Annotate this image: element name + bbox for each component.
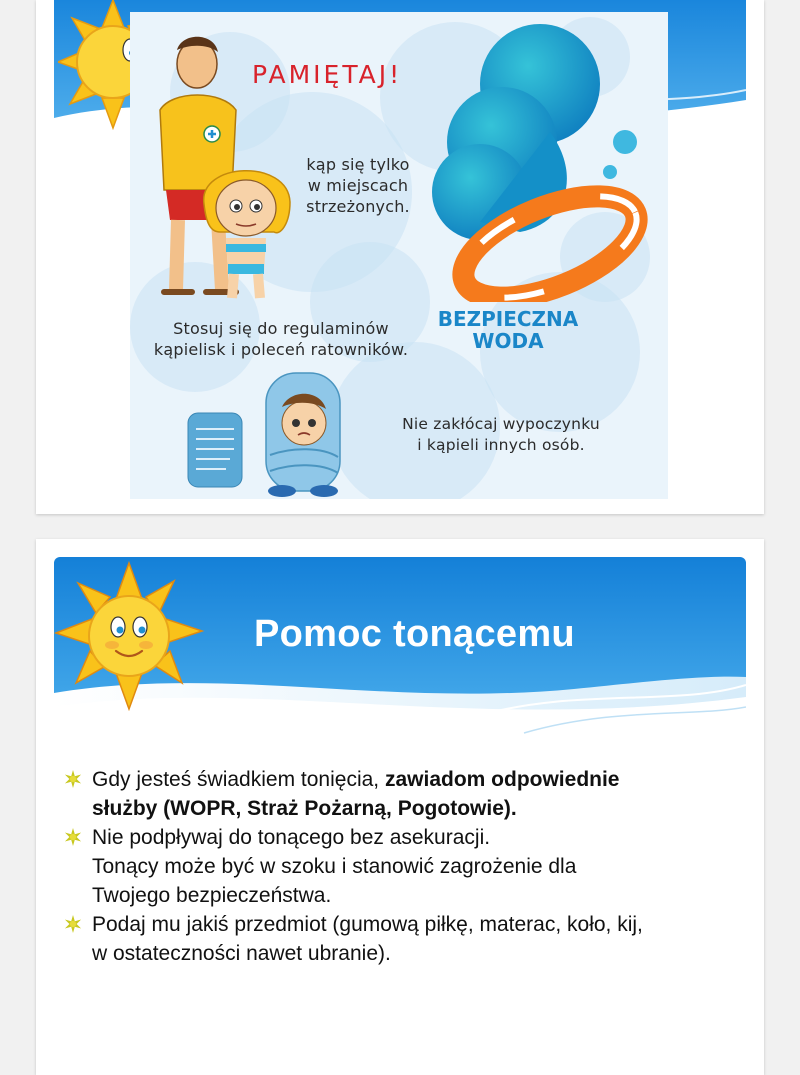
bullet-star-icon: [64, 915, 82, 933]
boy-with-rules-scroll-icon: [182, 367, 372, 499]
safety-poster: [130, 12, 668, 499]
slide-2-title: Pomoc tonącemu: [254, 613, 575, 655]
slide-1: [36, 0, 764, 514]
tip-follow-rules: Stosuj się do regulaminów kąpielisk i poleceń ratowników.: [153, 319, 409, 359]
girl-icon: [192, 152, 302, 302]
smiling-sun-icon: [54, 561, 204, 711]
water-splash-icon: [420, 22, 660, 302]
bullet-star-icon: [64, 770, 82, 788]
bezpieczna-woda-logo: BEZPIECZNA WODA: [437, 307, 579, 353]
list-item: Gdy jesteś świadkiem tonięcia, zawiadom odpowiednie służby (WOPR, Straż Pożarną, Pogotowie).: [64, 765, 754, 823]
list-item: Nie podpływaj do tonącego bez asekuracji. Tonący może być w szoku i stanowić zagrożenie dla Twojego bezpieczeństwa.: [64, 823, 754, 910]
poster-title: PAMIĘTAJ!: [252, 60, 403, 89]
slide-2-header: [54, 557, 746, 743]
tip-guarded-places: kąp się tylko w miejscach strzeżonych.: [306, 155, 410, 216]
bullet-list: [64, 765, 754, 968]
tip-do-not-disturb: Nie zakłócaj wypoczynku i kąpieli innych osób.: [402, 415, 600, 454]
bullet-star-icon: [64, 828, 82, 846]
list-item: Podaj mu jakiś przedmiot (gumową piłkę, materac, koło, kij, w ostateczności nawet ubranie).: [64, 910, 754, 968]
slide-2: [36, 539, 764, 1075]
